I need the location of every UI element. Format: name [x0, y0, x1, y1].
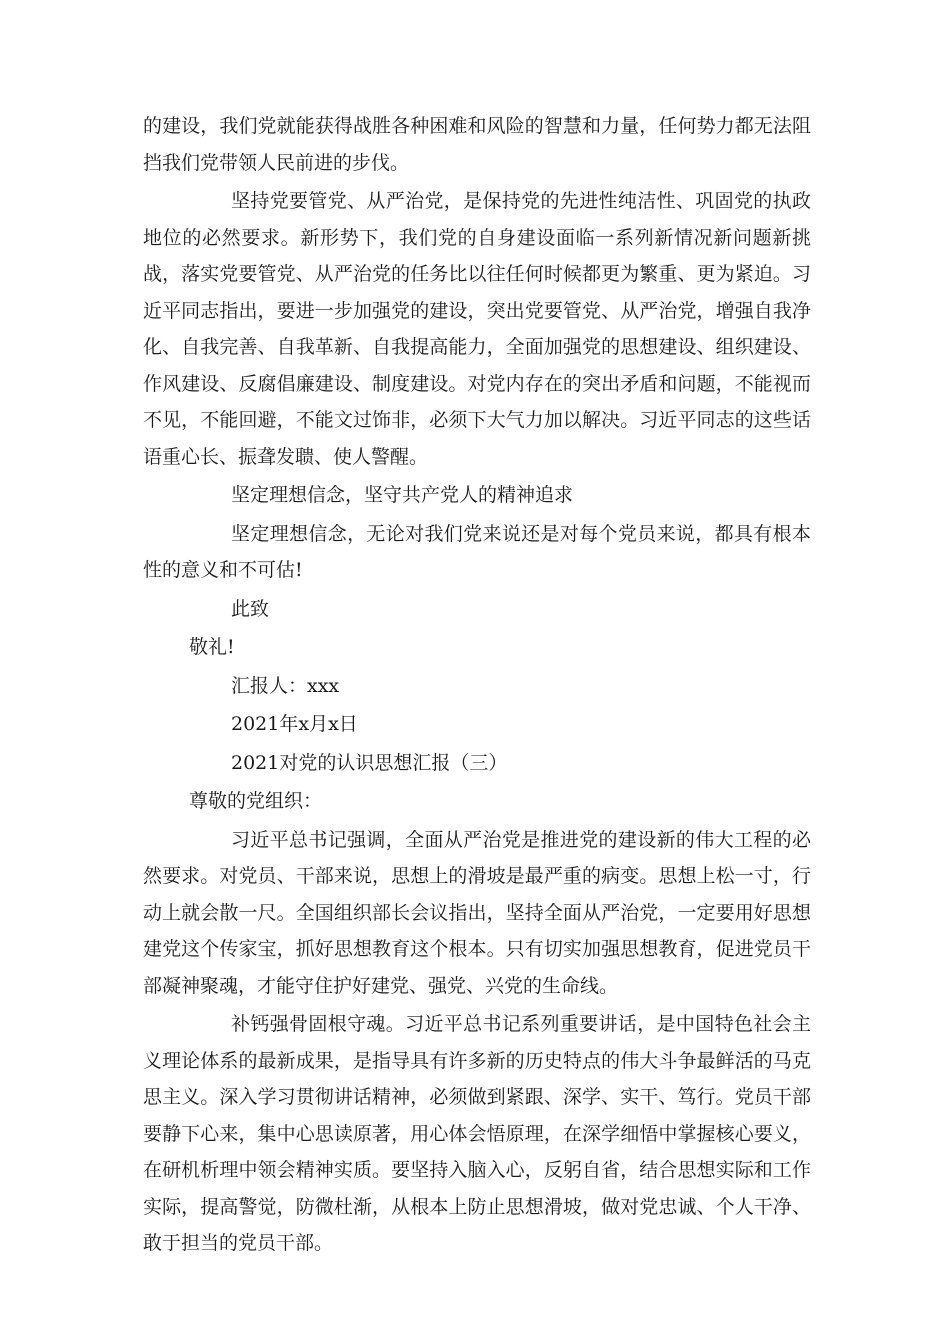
- paragraph-ideals: 坚定理想信念，无论对我们党来说还是对每个党员来说，都具有根本性的意义和不可估!: [143, 522, 811, 581]
- paragraph-continuation: 的建设，我们党就能获得战胜各种困难和风险的智慧和力量，任何势力都无法阻挡我们党带领人民前进的步伐。: [143, 115, 811, 174]
- greeting-line: 尊敬的党组织：: [189, 790, 323, 812]
- report-title: 2021对党的认识思想汇报（三）: [231, 751, 508, 774]
- date-line: 2021年x月x日: [231, 713, 358, 735]
- paragraph-ideological-education: 习近平总书记强调，全面从严治党是推进党的建设新的伟大工程的必然要求。对党员、干部来说，思想上的滑坡是最严重的病变。思想上松一寸，行动上就会散一尺。全国组织部长会议指出，坚持全面从严治党，一定要用好思想建党这个传家宝，抓好思想教育这个根本。只有切实加强思想教育，促进党员干部凝神聚魂，才能守住护好建党、强党、兴党的生命线。: [143, 828, 811, 997]
- reporter-line: 汇报人：xxx: [231, 674, 340, 697]
- section-heading-ideals: 坚定理想信念，坚守共产党人的精神追求: [231, 484, 574, 506]
- document-body: [143, 108, 811, 1262]
- closing-salutation: 此致: [231, 597, 270, 620]
- paragraph-strengthen-roots: 补钙强骨固根守魂。习近平总书记系列重要讲话，是中国特色社会主义理论体系的最新成果，是指导具有许多新的历史特点的伟大斗争最鲜活的马克思主义。深入学习贯彻讲话精神，必须做到紧跟、深学、实干、笃行。党员干部要静下心来，集中心思读原著，用心体会悟原理，在深学细悟中掌握核心要义，在研机析理中领会精神实质。要坚持入脑入心，反躬自省，结合思想实际和工作实际，提高警觉，防微杜渐，从根本上防止思想滑坡，做对党忠诚、个人干净、敢于担当的党员干部。: [143, 1013, 811, 1254]
- closing-regards: 敬礼!: [189, 636, 235, 658]
- paragraph-strict-party-governance: 坚持党要管党、从严治党，是保持党的先进性纯洁性、巩固党的执政地位的必然要求。新形势下，我们党的自身建设面临一系列新情况新问题新挑战，落实党要管党、从严治党的任务比以往任何时候都更为繁重、更为紧迫。习近平同志指出，要进一步加强党的建设，突出党要管党、从严治党，增强自我净化、自我完善、自我革新、自我提高能力，全面加强党的思想建设、组织建设、作风建设、反腐倡廉建设、制度建设。对党内存在的突出矛盾和问题，不能视而不见，不能回避，不能文过饰非，必须下大气力加以解决。习近平同志的这些话语重心长、振聋发聩、使人警醒。: [143, 190, 811, 468]
